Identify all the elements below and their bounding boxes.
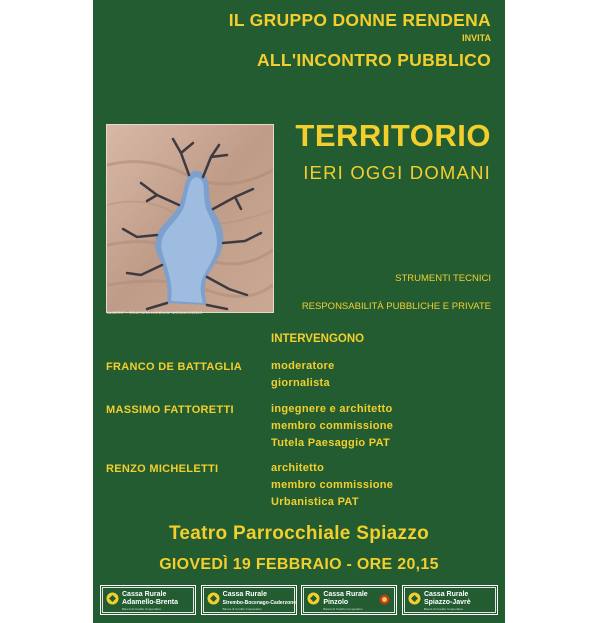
sponsor-1-line3: Banca di Credito Cooperativo — [122, 607, 162, 611]
speakers-heading: INTERVENGONO — [271, 333, 365, 345]
sponsor-pinzolo — [301, 585, 397, 615]
speaker-1-name: FRANCO DE BATTAGLIA — [106, 361, 243, 373]
emblem-icon — [379, 594, 390, 605]
event-subtitle: IERI OGGI DOMANI — [303, 162, 491, 183]
sponsor-3-line3: Banca di Credito Cooperativo — [323, 607, 363, 611]
topic-line-1: STRUMENTI TECNICI — [395, 273, 491, 284]
sponsor-3-line1: Cassa Rurale — [323, 591, 368, 598]
event-date: GIOVEDÌ 19 FEBBRAIO - ORE 20,15 — [159, 556, 439, 573]
speaker-3-role-1: architetto — [271, 462, 325, 474]
cassa-rurale-logo-icon — [106, 592, 119, 605]
speaker-2-roles — [271, 401, 393, 452]
topic-line-2: RESPONSABILITÀ PUBBLICHE E PRIVATE — [301, 301, 491, 312]
header-organizer: IL GRUPPO DONNE RENDENA — [228, 10, 491, 30]
tree-sculpture-image — [106, 124, 274, 313]
sponsor-2-line2: Strembo-Bocenago-Caderzone — [222, 600, 296, 606]
speaker-3-name: RENZO MICHELETTI — [106, 463, 219, 475]
speaker-3-roles — [271, 460, 393, 511]
sponsor-spiazzo-javre — [402, 585, 498, 615]
cassa-rurale-logo-icon — [408, 592, 421, 605]
speaker-2-role-2: membro commissione — [271, 420, 394, 432]
event-title: TERRITORIO — [295, 118, 491, 153]
sponsor-1-line1: Cassa Rurale — [122, 591, 167, 598]
artwork-caption: "ALBERO" • SCULTURA LIGNEA DI NICOLA COZZIO — [106, 310, 203, 315]
sponsor-2-line1: Cassa Rurale — [222, 591, 268, 598]
poster — [93, 0, 505, 623]
speaker-1-roles — [271, 358, 335, 392]
speaker-3-role-3: Urbanistica PAT — [271, 496, 359, 508]
sponsor-4-line1: Cassa Rurale — [423, 591, 469, 598]
sponsor-1-line2: Adamello-Brenta — [122, 599, 179, 606]
sponsor-4-line3: Banca di Credito Cooperativo — [423, 607, 464, 611]
cassa-rurale-logo-icon — [207, 592, 220, 605]
sponsor-adamello-brenta — [100, 585, 196, 615]
speaker-2-name: MASSIMO FATTORETTI — [106, 404, 234, 416]
cassa-rurale-logo-icon — [307, 592, 320, 605]
speaker-2-role-1: ingegnere e architetto — [271, 403, 393, 415]
sponsor-2-line3: Banca di Credito Cooperativo — [222, 607, 262, 611]
venue: Teatro Parrocchiale Spiazzo — [168, 523, 430, 544]
header-event-type: ALL'INCONTRO PUBBLICO — [256, 50, 491, 70]
speaker-1-role-1: moderatore — [271, 360, 335, 372]
speaker-1-role-2: giornalista — [271, 377, 330, 389]
speaker-2-role-3: Tutela Paesaggio PAT — [271, 437, 391, 449]
sponsor-3-line2: Pinzolo — [323, 599, 349, 606]
speaker-3-role-2: membro commissione — [271, 479, 394, 491]
header-invite: INVITA — [462, 33, 491, 43]
sponsor-4-line2: Spiazzo-Javrè — [423, 599, 471, 606]
tree-icon — [107, 125, 273, 312]
sponsor-strembo-bocenago-caderzone — [201, 585, 297, 615]
sponsors-bar — [100, 585, 498, 615]
